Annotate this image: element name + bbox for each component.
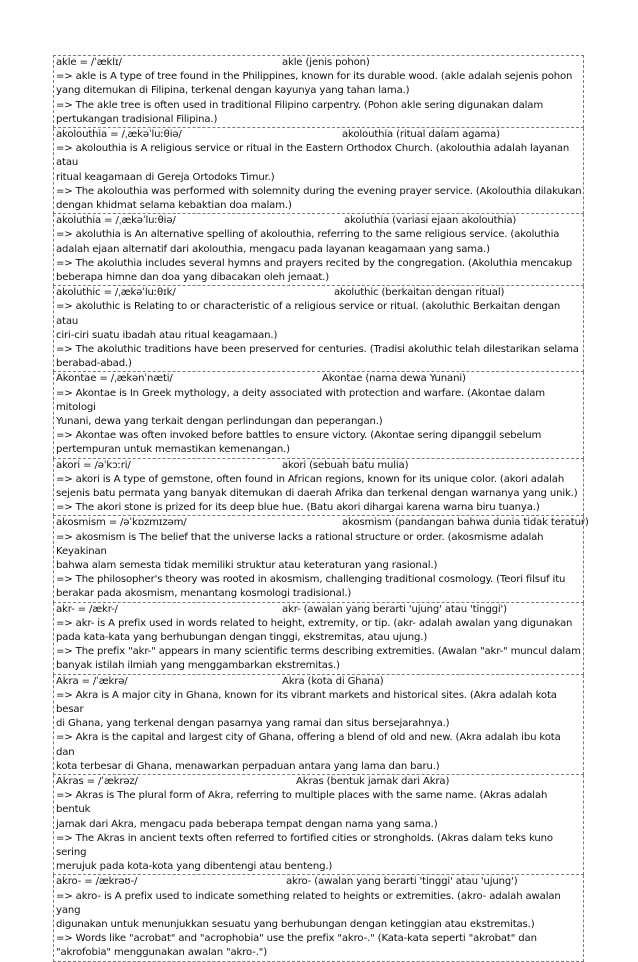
entry-definition: => akr- is A prefix used in words related to height, extremity, or tip. (akr- adalah awalan yang digunakan pada kata-kata yang berhubungan dengan tinggi, ekstremitas, atau ujung.): [56, 617, 573, 643]
dictionary-entry: [53, 459, 584, 517]
entry-example: => The prefix "akr-" appears in many scientific terms describing extremities. (Awalan "akr-" muncul dalam banyak istilah ilmiah yang menggambarkan ekstremitas.): [56, 646, 581, 672]
entry-gloss: Akra (kota di Ghana): [282, 675, 384, 687]
dictionary-entry: [53, 214, 584, 286]
entry-pronunciation: Akontae = /ˌækənˈnæti/: [56, 373, 173, 385]
entry-definition: => akori is A type of gemstone, often found in African regions, known for its unique color. (akori adalah sejenis batu permata yang banyak ditemukan di daerah Afrika dan terkenal dengan warnanya yang unik.): [56, 473, 578, 499]
dictionary-sheet: [53, 55, 589, 962]
entry-example: => The akoluthic traditions have been preserved for centuries. (Tradisi akoluthic telah dilestarikan selama berabad-abad.): [56, 344, 579, 370]
entry-definition: => Akra is A major city in Ghana, known for its vibrant markets and historical sites. (Akra adalah kota besar di Ghana, yang terkenal dengan pasarnya yang ramai dan situs bersejarahnya.): [56, 689, 557, 730]
entry-definition: => akoluthia is An alternative spelling of akolouthia, referring to the same religious service. (akoluthia adalah ejaan alternatif dari akolouthia, mengacu pada layanan keagamaan yang sama.): [56, 229, 560, 255]
entry-pronunciation: akori = /əˈkɔːri/: [56, 459, 131, 471]
entry-pronunciation: akolouthia = /ˌækəˈluːθiə/: [56, 129, 182, 140]
entry-example: => The akolouthia was performed with solemnity during the evening prayer service. (Akolouthia dilakukan dengan khidmat selama kebaktian doa malam.): [56, 185, 582, 211]
entry-headline: [56, 675, 582, 689]
entry-gloss: Akras (bentuk jamak dari Akra): [296, 776, 450, 788]
entry-headline: [56, 603, 582, 617]
dictionary-entry: [53, 603, 584, 675]
entry-definition: => akro- is A prefix used to indicate something related to heights or extremities. (akro- adalah awalan yang digunakan untuk menunjukkan sesuatu yang berhubungan dengan ketinggian atau ekstremitas.): [56, 890, 561, 931]
dictionary-entry: [53, 516, 589, 602]
entry-example: => Akontae was often invoked before battles to ensure victory. (Akontae sering dipanggil sebelum pertempuran untuk memastikan kemenangan.): [56, 430, 542, 456]
dictionary-entry: [53, 286, 584, 372]
entry-definition: => Akras is The plural form of Akra, referring to multiple places with the same name. (Akras adalah bentuk jamak dari Akra, mengacu pada beberapa tempat dengan nama yang sama.): [56, 790, 548, 830]
entry-gloss: akoluthia (variasi ejaan akolouthia): [344, 215, 517, 227]
entry-gloss: akle (jenis pohon): [282, 57, 370, 68]
entry-example: => The akle tree is often used in traditional Filipino carpentry. (Pohon akle sering digunakan dalam pertukangan tradisional Filipina.): [56, 99, 544, 125]
entry-headline: [56, 459, 582, 473]
dictionary-entry: [53, 875, 584, 961]
entry-gloss: akro- (awalan yang berarti 'tinggi' atau 'ujung'): [286, 876, 518, 888]
entry-gloss: akosmism (pandangan bahwa dunia tidak teratur): [342, 517, 589, 529]
entry-example: => Words like "acrobat" and "acrophobia" use the prefix "akro-." (Kata-kata seperti "akrobat" dan "akrofobia" menggunakan awalan "akro-."): [56, 933, 537, 959]
dictionary-entry: [53, 372, 584, 458]
entry-example: => Akra is the capital and largest city of Ghana, offering a blend of old and new. (Akra adalah ibu kota dan kota terbesar di Ghana, menawarkan perpaduan antara yang lama dan baru.): [56, 732, 561, 772]
entry-definition: => akoluthic is Relating to or characteristic of a religious service or ritual. (akoluthic Berkaitan dengan atau ciri-ciri suatu ibadah atau ritual keagamaan.): [56, 301, 561, 341]
entry-example: => The philosopher's theory was rooted in akosmism, challenging traditional cosmology. (Teori filsuf itu berakar pada akosmism, menantang kosmologi tradisional.): [56, 574, 566, 600]
entry-pronunciation: Akra = /ˈækrə/: [56, 675, 128, 687]
entry-headline: [56, 214, 582, 228]
entry-gloss: akolouthia (ritual dalam agama): [342, 129, 500, 140]
entry-pronunciation: akro- = /ækrəʊ-/: [56, 876, 138, 888]
entry-headline: [56, 875, 582, 889]
entry-example: => The Akras in ancient texts often referred to fortified cities or strongholds. (Akras dalam teks kuno sering merujuk pada kota-kota yang dibentengi atau benteng.): [56, 832, 553, 873]
entry-pronunciation: akr- = /ækr-/: [56, 603, 118, 615]
entry-pronunciation: akosmism = /əˈkɒzmɪzəm/: [56, 517, 187, 529]
entry-definition: => akolouthia is A religious service or ritual in the Eastern Orthodox Church. (akolouthia adalah layanan atau ritual keagamaan di Gereja Ortodoks Timur.): [56, 143, 570, 183]
dictionary-entry: [53, 675, 584, 775]
entry-definition: => Akontae is In Greek mythology, a deity associated with protection and warfare. (Akontae dalam mitologi Yunani, dewa yang terkait dengan perlindungan dan peperangan.): [56, 387, 545, 427]
entry-definition: => akosmism is The belief that the universe lacks a rational structure or order. (akosmisme adalah Keyakinan bahwa alam semesta tidak memiliki struktur atau keteraturan yang rasional.): [56, 531, 544, 571]
entry-headline: [56, 56, 582, 70]
entry-headline: [56, 775, 582, 789]
entry-pronunciation: akoluthia = /ˌækəˈluːθiə/: [56, 215, 176, 227]
entry-headline: [56, 286, 582, 300]
entry-definition: => akle is A type of tree found in the Philippines, known for its durable wood. (akle adalah sejenis pohon yang ditemukan di Filipina, terkenal dengan kayunya yang tahan lama.): [56, 71, 573, 97]
entry-headline: [56, 372, 582, 386]
entry-example: => The akoluthia includes several hymns and prayers recited by the congregation. (Akoluthia mencakup beberapa himne dan doa yang dibacakan oleh jemaat.): [56, 257, 572, 283]
entry-example: => The akori stone is prized for its deep blue hue. (Batu akori dihargai karena warna biru tuanya.): [56, 502, 540, 514]
entry-gloss: akoluthic (berkaitan dengan ritual): [334, 287, 505, 299]
entry-pronunciation: Akras = /ˈækrəz/: [56, 776, 138, 788]
entry-gloss: Akontae (nama dewa Yunani): [322, 373, 466, 385]
entry-gloss: akr- (awalan yang berarti 'ujung' atau 'tinggi'): [282, 603, 507, 615]
entry-headline: [56, 516, 589, 530]
dictionary-entry: [53, 128, 584, 214]
entry-headline: [56, 128, 582, 142]
entry-pronunciation: akle = /ˈæklɪ/: [56, 57, 122, 68]
entry-gloss: akori (sebuah batu mulia): [282, 459, 409, 471]
dictionary-entry: [53, 775, 584, 875]
entry-pronunciation: akoluthic = /ˌækəˈluːθɪk/: [56, 287, 176, 299]
dictionary-entry: [53, 55, 584, 128]
